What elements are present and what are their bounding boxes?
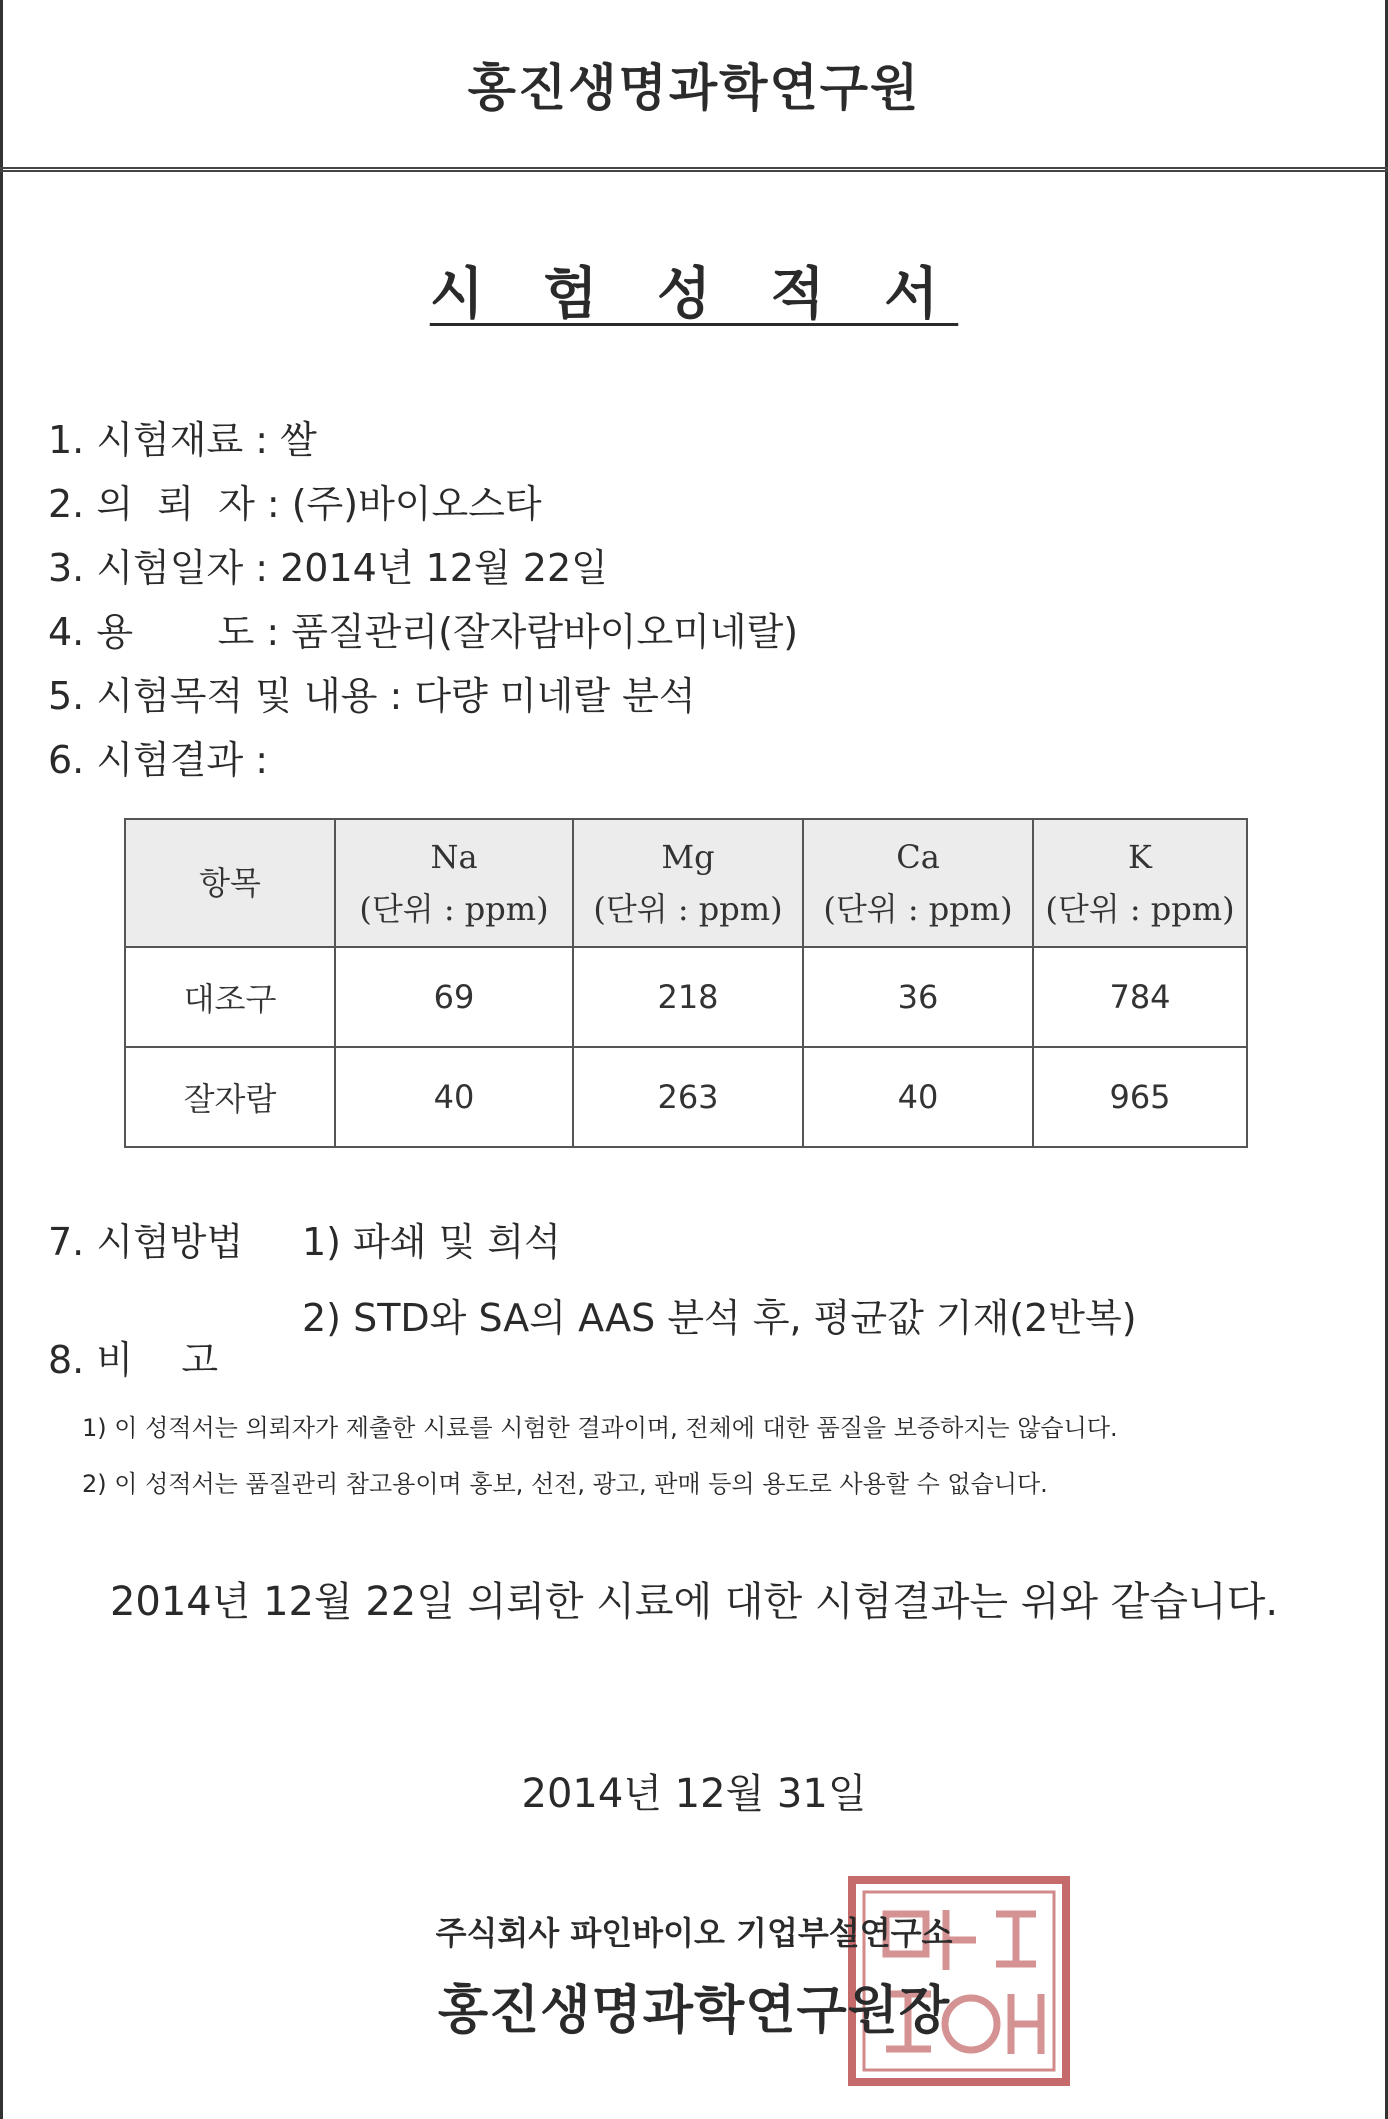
header-ca: [803, 819, 1033, 947]
header-element: Ca: [896, 838, 940, 876]
letterhead: [0, 0, 1388, 172]
header-na: [335, 819, 573, 947]
method-step: 2) STD와 SA의 AAS 분석 후, 평균값 기재(2반복): [302, 1296, 1137, 1340]
results-table: [124, 818, 1248, 1148]
issue-date: 2014년 12월 31일: [521, 1771, 867, 1817]
header-k: [1033, 819, 1247, 947]
table-row: [125, 1047, 1247, 1147]
method-step: 1) 파쇄 및 희석: [302, 1220, 561, 1264]
table-cell: 40: [335, 1047, 573, 1147]
item-test-results: 6. 시험결과 :: [48, 738, 269, 782]
item-requester: 2. 의 뢰 자 : (주)바이오스타: [48, 482, 542, 526]
closing-statement: 2014년 12월 22일 의뢰한 시료에 대한 시험결과는 위와 같습니다.: [109, 1579, 1279, 1625]
header-element: Mg: [661, 838, 715, 876]
table-cell: 965: [1033, 1047, 1247, 1147]
header-unit: (단위 : ppm): [823, 890, 1013, 928]
item-test-objective: 5. 시험목적 및 내용 : 다량 미네랄 분석: [48, 674, 696, 718]
table-cell: 263: [573, 1047, 803, 1147]
item-purpose-use: 4. 용 도 : 품질관리(잘자람바이오미네랄): [48, 610, 799, 654]
remarks-label: 8. 비 고: [48, 1338, 219, 1382]
document-title-text: 시 험 성 적 서: [429, 261, 959, 327]
table-header-row: [125, 819, 1247, 947]
signer-title: 홍진생명과학연구원장: [437, 1980, 951, 2041]
header-unit: (단위 : ppm): [1045, 890, 1235, 928]
header-element: Na: [430, 838, 478, 876]
table-cell: 40: [803, 1047, 1033, 1147]
organization-name: 홍진생명과학연구원: [467, 58, 921, 117]
row-name: 대조구: [125, 947, 335, 1047]
results-table-wrap: [124, 818, 1248, 1148]
remarks-notes: [82, 1400, 1118, 1512]
table-row: [125, 947, 1247, 1047]
remark-note: 1) 이 성적서는 의뢰자가 제출한 시료를 시험한 결과이며, 전체에 대한 품질을 보증하지는 않습니다.: [82, 1414, 1118, 1442]
table-cell: 218: [573, 947, 803, 1047]
header-unit: (단위 : ppm): [593, 890, 783, 928]
table-cell: 784: [1033, 947, 1247, 1047]
header-unit: (단위 : ppm): [359, 890, 549, 928]
item-test-material: 1. 시험재료 : 쌀: [48, 418, 317, 462]
item-test-date: 3. 시험일자 : 2014년 12월 22일: [48, 546, 608, 590]
test-info-list: [48, 408, 798, 792]
header-item: 항목: [125, 819, 335, 947]
header-mg: [573, 819, 803, 947]
remark-note: 2) 이 성적서는 품질관리 참고용이며 홍보, 선전, 광고, 판매 등의 용도로 사용할 수 없습니다.: [82, 1470, 1048, 1498]
table-cell: 36: [803, 947, 1033, 1047]
test-method: [48, 1204, 1137, 1340]
row-name: 잘자람: [125, 1047, 335, 1147]
document-title: [0, 250, 1388, 330]
header-element: K: [1128, 838, 1152, 876]
table-cell: 69: [335, 947, 573, 1047]
signer-company: 주식회사 파인바이오 기업부설연구소: [435, 1914, 953, 1952]
method-label: 7. 시험방법: [48, 1220, 244, 1264]
